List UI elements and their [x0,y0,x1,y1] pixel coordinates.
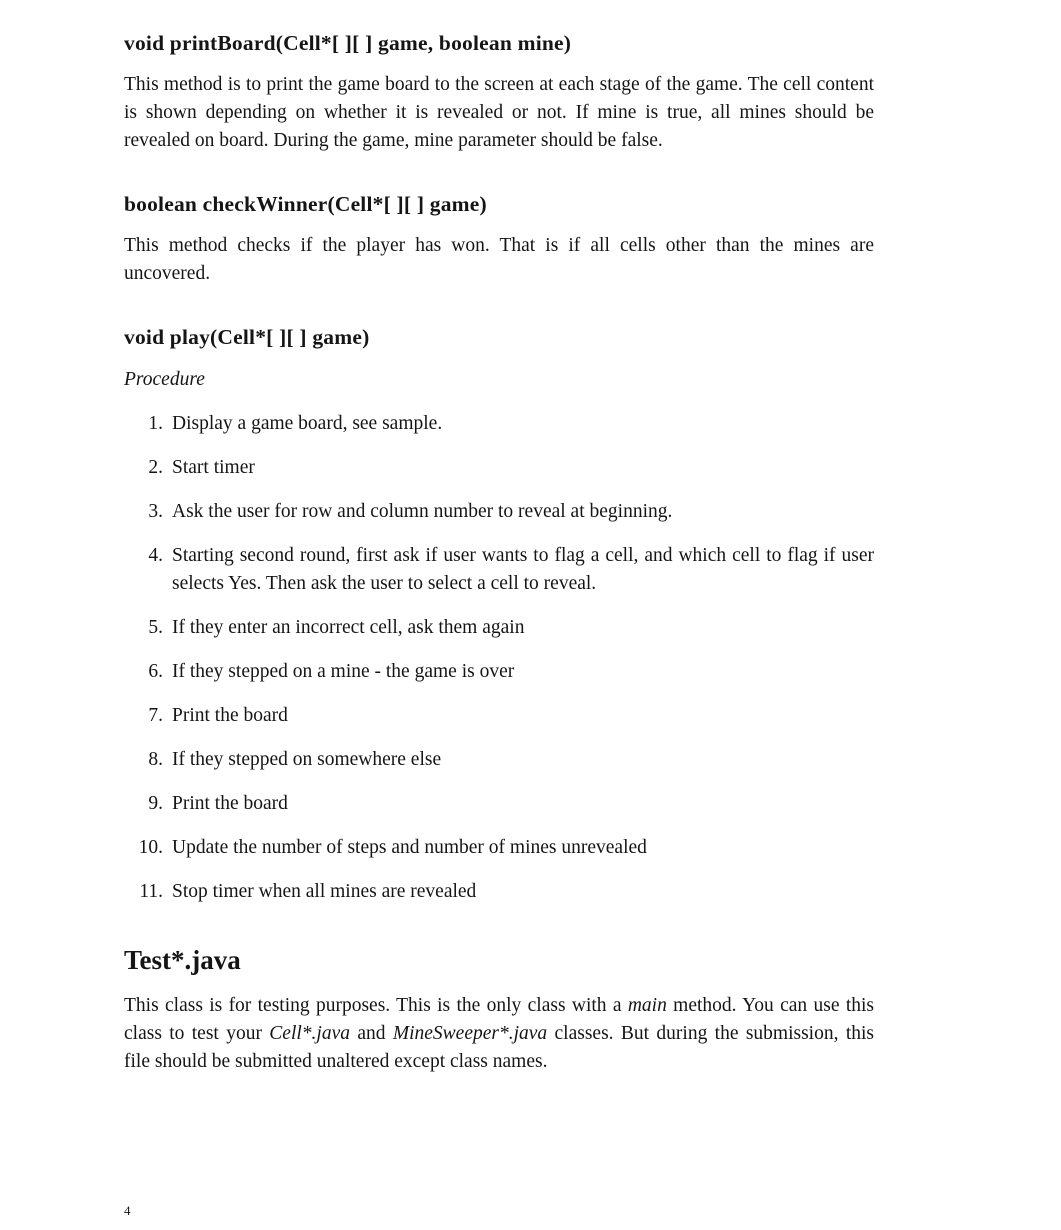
list-item-text: Ask the user for row and column number to reveal at beginning. [172,500,673,522]
list-item [124,410,874,438]
list-item [124,702,874,730]
list-item [124,834,874,862]
page-number: 4 [124,1203,131,1218]
heading-play: void play(Cell*[ ][ ] game) [124,324,370,349]
list-item-text: Update the number of steps and number of mines unrevealed [172,836,647,858]
list-item-number: 8. [148,748,163,770]
list-item [124,790,874,818]
list-item-text: Start timer [172,456,255,478]
list-item-number: 6. [148,660,163,682]
heading-printboard: void printBoard(Cell*[ ][ ] game, boolean mine) [124,31,572,55]
list-item-number: 11. [139,880,163,902]
heading-test-java: Test*.java [124,944,241,975]
list-item [124,878,874,906]
paragraph-printboard: This method is to print the game board to the screen at each stage of the game. The cell content is shown depending on whether it is revealed or not. If mine is true, all mines should be revealed on board. During the game, mine parameter should be false. [124,73,874,151]
list-item-number: 1. [148,412,163,434]
list-item-text: Starting second round, first ask if user wants to flag a cell, and which cell to flag if user selects Yes. Then ask the user to select a cell to reveal. [172,544,874,594]
list-item [124,746,874,774]
procedure-list [124,410,874,906]
list-item-text: Print the board [172,792,288,814]
list-item-number: 10. [138,836,163,858]
list-item-number: 9. [148,792,163,814]
list-item-text: Stop timer when all mines are revealed [172,880,477,902]
list-item-number: 5. [148,616,163,638]
procedure-label: Procedure [124,368,205,390]
paragraph-test-java: This class is for testing purposes. This is the only class with a main method. You can use this class to test your Cell*.java and MineSweeper*.java classes. But during the submission, this file should be submitted unaltered except class names. [124,995,875,1073]
text-block [124,30,874,1096]
list-item-text: If they enter an incorrect cell, ask them again [172,616,525,638]
heading-checkwinner: boolean checkWinner(Cell*[ ][ ] game) [124,191,487,216]
list-item-number: 2. [148,456,163,478]
list-item-text: Print the board [172,704,288,726]
list-item-number: 4. [148,544,163,566]
list-item-text: Display a game board, see sample. [172,412,443,434]
list-item [124,454,874,482]
list-item-number: 3. [148,500,163,522]
list-item [124,658,874,686]
list-item [124,614,874,642]
list-item [124,498,874,526]
list-item-text: If they stepped on somewhere else [172,748,442,770]
paragraph-checkwinner: This method checks if the player has won. That is if all cells other than the mines are uncovered. [124,234,874,284]
list-item-text: If they stepped on a mine - the game is over [172,660,515,682]
list-item-number: 7. [148,704,163,726]
list-item [124,542,874,598]
